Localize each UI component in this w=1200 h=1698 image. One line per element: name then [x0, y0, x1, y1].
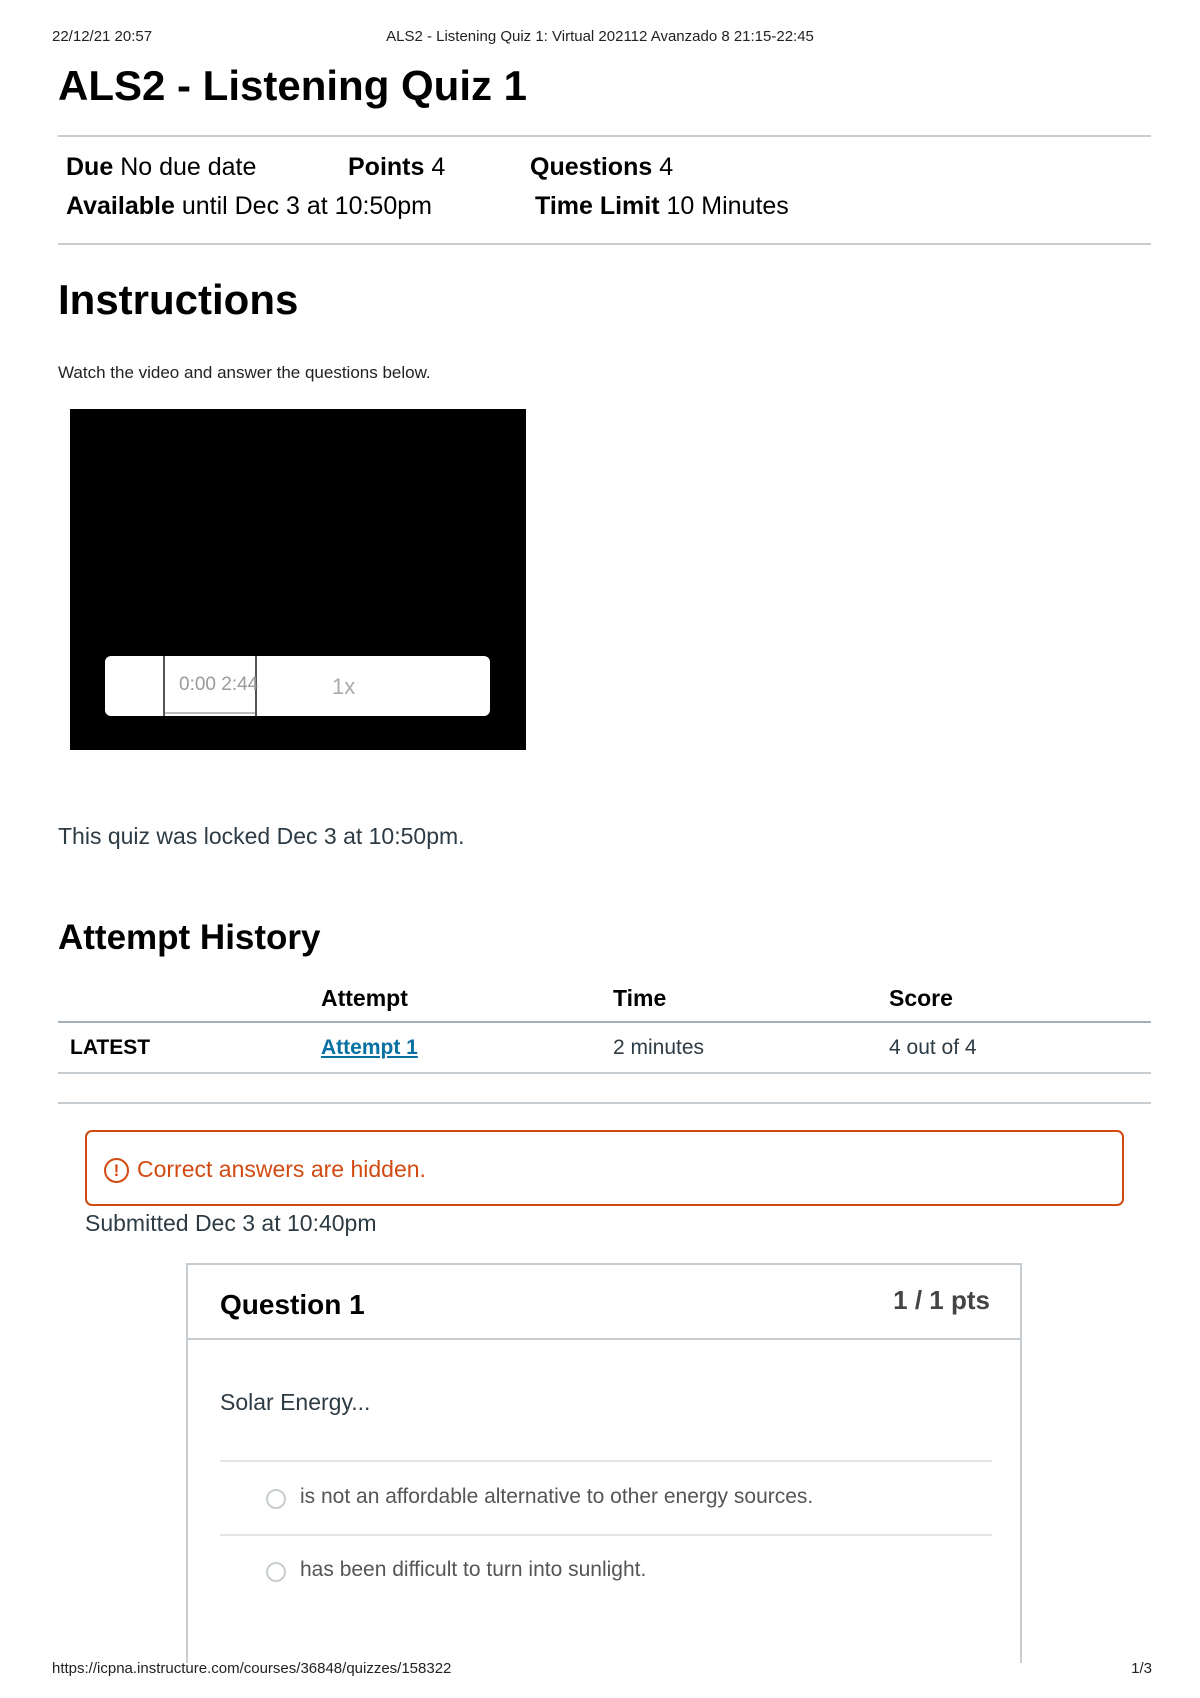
due-value: No due date	[120, 153, 257, 181]
questions-meta	[530, 153, 673, 182]
divider	[58, 1102, 1151, 1104]
submitted-date: Submitted Dec 3 at 10:40pm	[85, 1210, 377, 1236]
video-controls[interactable]	[105, 656, 490, 716]
locked-notice: This quiz was locked Dec 3 at 10:50pm.	[58, 823, 465, 849]
radio-unselected-icon[interactable]	[266, 1562, 286, 1582]
column-header-attempt: Attempt	[321, 985, 408, 1011]
video-time: 0:00 2:44	[179, 674, 259, 695]
available-label: Available	[66, 192, 175, 220]
questions-label: Questions	[530, 153, 653, 181]
divider	[58, 135, 1151, 137]
answer-text: is not an affordable alternative to other energy sources.	[300, 1485, 814, 1508]
attempt-history-heading: Attempt History	[58, 918, 321, 957]
attempt-1-link[interactable]: Attempt 1	[321, 1036, 418, 1059]
exclamation-circle-icon: !	[104, 1158, 129, 1183]
column-header-score: Score	[889, 985, 953, 1011]
question-title: Question 1	[220, 1289, 365, 1320]
column-header-time: Time	[613, 985, 667, 1011]
divider	[58, 1072, 1151, 1074]
alert-text: Correct answers are hidden.	[137, 1156, 426, 1182]
print-footer-page: 1/3	[1131, 1660, 1152, 1677]
radio-unselected-icon[interactable]	[266, 1489, 286, 1509]
attempt-time: 2 minutes	[613, 1036, 705, 1059]
instructions-heading: Instructions	[58, 276, 299, 323]
points-meta	[348, 153, 445, 182]
attempt-score: 4 out of 4	[889, 1036, 977, 1059]
video-player[interactable]	[70, 409, 526, 750]
page-title: ALS2 - Listening Quiz 1	[58, 62, 528, 109]
available-value: until Dec 3 at 10:50pm	[181, 192, 432, 220]
latest-label: LATEST	[70, 1036, 151, 1059]
progress-bar[interactable]	[165, 712, 255, 714]
due-meta	[66, 153, 256, 182]
question-text: Solar Energy...	[220, 1389, 371, 1415]
answer-divider	[220, 1534, 992, 1536]
time-limit-meta	[535, 192, 789, 221]
time-limit-label: Time Limit	[535, 192, 660, 220]
play-button-divider	[163, 656, 165, 716]
print-header-datetime: 22/12/21 20:57	[52, 28, 153, 45]
questions-value: 4	[659, 153, 674, 181]
playback-speed-button[interactable]: 1x	[332, 674, 356, 699]
print-footer-url: https://icpna.instructure.com/courses/36848/quizzes/158322	[52, 1660, 452, 1677]
due-label: Due	[66, 153, 114, 181]
question-header	[188, 1265, 1020, 1340]
instructions-text: Watch the video and answer the questions below.	[58, 363, 431, 382]
points-label: Points	[348, 153, 425, 181]
time-limit-value: 10 Minutes	[666, 192, 789, 220]
points-value: 4	[431, 153, 446, 181]
table-header-divider	[58, 1021, 1151, 1023]
correct-answers-hidden-alert	[85, 1130, 1124, 1206]
question-card	[186, 1263, 1022, 1663]
answer-text: has been difficult to turn into sunlight.	[300, 1558, 647, 1581]
print-header-title: ALS2 - Listening Quiz 1: Virtual 202112 Avanzado 8 21:15-22:45	[386, 28, 814, 45]
question-points: 1 / 1 pts	[893, 1285, 990, 1315]
answer-divider	[220, 1460, 992, 1462]
available-meta	[66, 192, 432, 221]
divider	[58, 243, 1151, 245]
